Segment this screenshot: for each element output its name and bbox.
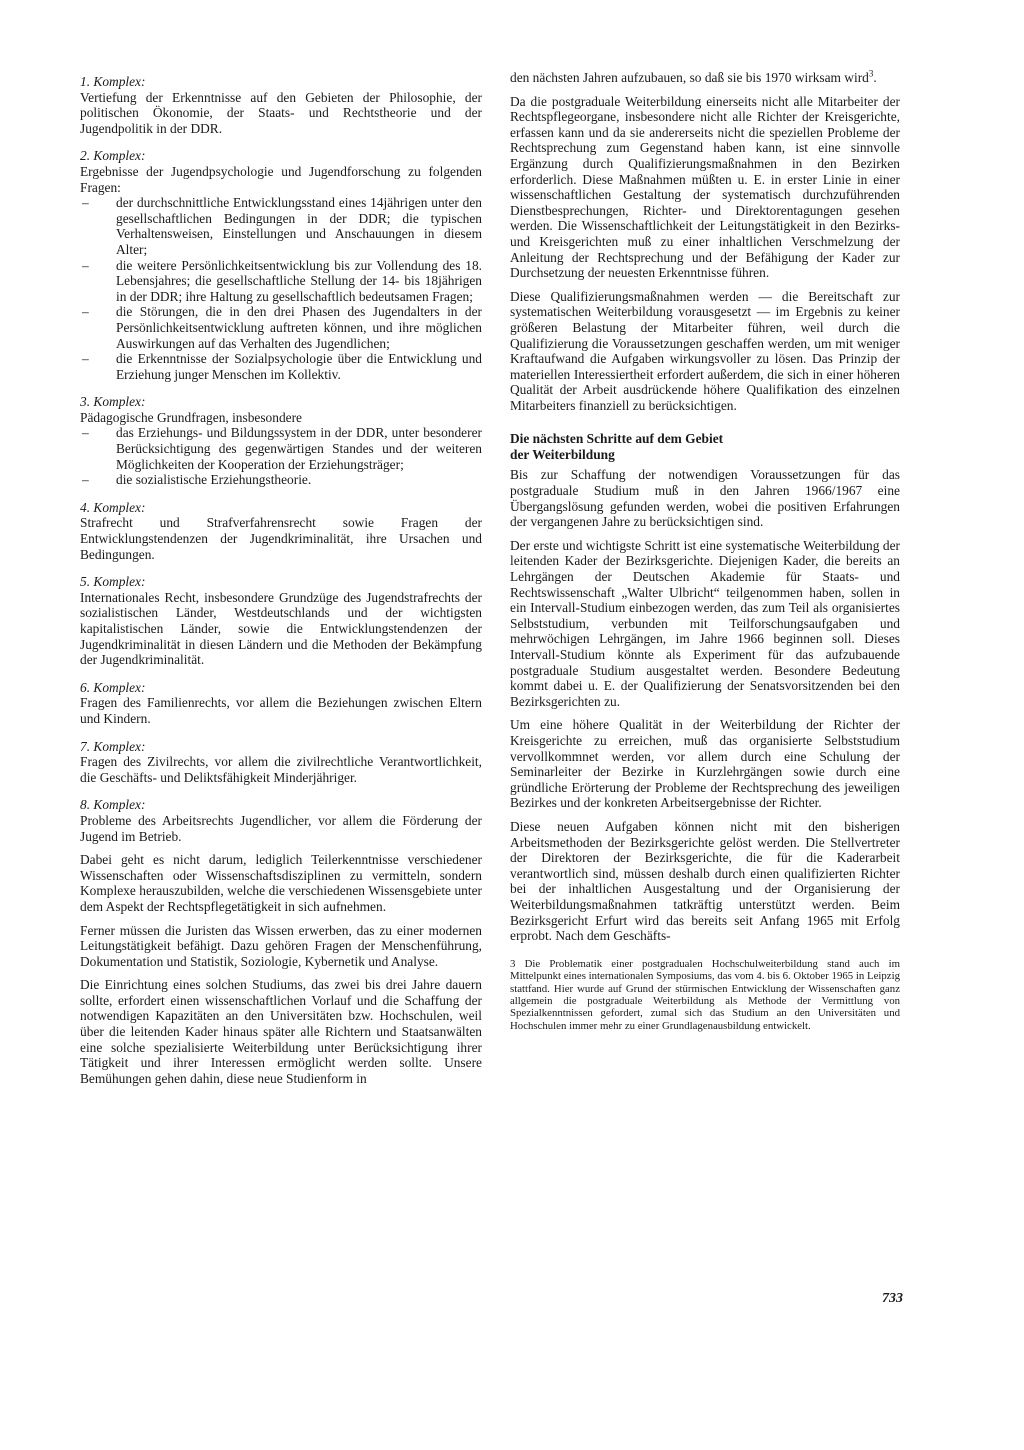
komplex-4: [80, 500, 482, 562]
komplex-text: Fragen des Zivilrechts, vor allem die zivilrechtliche Verantwortlichkeit, die Geschäfts- und Deliktsfähigkeit Minderjähriger.: [80, 754, 482, 785]
dash-bullet: –: [82, 472, 89, 488]
komplex-heading: 7. Komplex:: [80, 738, 146, 754]
komplex-text: Vertiefung der Erkenntnisse auf den Gebieten der Philosophie, der politischen Ökonomie, der Staats- und Rechtstheorie und der Jugendpolitik in der DDR.: [80, 89, 482, 136]
left-column: [80, 74, 482, 1094]
list-item: – die Störungen, die in den drei Phasen des Jugendalters in der Persönlichkeitsentwicklung auftreten können, und ihre möglichen Auswirkungen auf das Verhalten des Jugendlichen;: [82, 304, 482, 351]
komplex-text: Probleme des Arbeitsrechts Jugendlicher, vor allem die Förderung der Jugend im Betrieb.: [80, 812, 482, 844]
body-paragraph: Die Einrichtung eines solchen Studiums, das zwei bis drei Jahre dauern sollte, erfordert einen wissenschaftlichen Vorlauf und die Schaffung der notwendigen Kapazitäten an den Universitäten bzw. Hochschulen, weil über die leitenden Kader hinaus später alle Richtern und Staatsanwälten eine solche spezialisierte Weiterbildung unter Berücksichtigung ihrer Tätigkeit und ihrer Interessen ermöglicht werden sollte. Unsere Bemühungen gehen dahin, diese neue Studienform in: [80, 977, 482, 1086]
page-number: 733: [882, 1291, 903, 1306]
right-column: [510, 70, 900, 1043]
komplex-list: [80, 425, 482, 487]
komplex-text: Fragen des Familienrechts, vor allem die Beziehungen zwischen Eltern und Kindern.: [80, 695, 482, 726]
komplex-3: [80, 394, 482, 488]
komplex-heading: 5. Komplex:: [80, 574, 146, 590]
komplex-heading: 8. Komplex:: [80, 797, 146, 813]
komplex-heading: 3. Komplex:: [80, 394, 146, 410]
komplex-heading: 2. Komplex:: [80, 148, 146, 164]
komplex-heading: 4. Komplex:: [80, 499, 146, 515]
body-paragraph: Ferner müssen die Juristen das Wissen erwerben, das zu einer modernen Leitungstätigkeit befähigt. Dazu gehören Fragen der Menschenführung, Dokumentation und Statistik, Soziologie, Kybernetik und Analyse.: [80, 922, 482, 969]
komplex-8: [80, 797, 482, 844]
dash-bullet: –: [82, 195, 89, 211]
body-paragraph: Da die postgraduale Weiterbildung einerseits nicht alle Mitarbeiter der Rechtspflegeorgane, insbesondere nicht alle Richter der Kreisgerichte, erfassen kann und da sie andererseits nicht die speziellen Probleme der Rechtsprechung zum Gegenstand haben kann, ist eine sinnvolle Ergänzung durch Qualifizierungsmaßnahmen in den Bezirken erforderlich. Diese Maßnahmen müßten u. E. in erster Linie in einer wissenschaftlichen Gestaltung der systematisch durchzuführenden Dienstbesprechungen, Richter- und Direktorentagungen gesehen werden. Die Wissenschaftlichkeit der Leitungstätigkeit in den Bezirks- und Kreisgerichten muß zu einer inhaltlichen Verschmelzung der Anleitung der Rechtsprechung und der Befähigung der Kader zur Durchsetzung der neuesten Erkenntnisse führen.: [510, 93, 900, 281]
komplex-7: [80, 739, 482, 786]
komplex-text: Pädagogische Grundfragen, insbesondere: [80, 409, 302, 425]
komplex-5: [80, 574, 482, 668]
dash-bullet: –: [82, 257, 89, 273]
body-paragraph: Dabei geht es nicht darum, lediglich Teilerkenntnisse verschiedener Wissenschaften oder Wissenschaftsdisziplinen zu vermitteln, sondern Komplexe herauszubilden, welche die verschiedenen Wissensgebiete unter dem Aspekt der Rechtspflegetätigkeit in sich aufnehmen.: [80, 852, 482, 914]
body-paragraph: Diese Qualifizierungsmaßnahmen werden — die Bereitschaft zur systematischen Weiterbildung vorausgesetzt — im Ergebnis zu keiner größeren Belastung der Mitarbeiter führen, weil durch die Qualifizierung die Voraussetzungen geschaffen werden, um mit weniger Kraftaufwand die Aufgaben wirkungsvoller zu lösen. Das Prinzip der materiellen Interessiertheit erfordert außerdem, die sich in einer höheren Qualität der Arbeit ausdrückende höhere Qualifikation des einzelnen Mitarbeiters finanziell zu berücksichtigen.: [510, 288, 900, 413]
komplex-heading: 1. Komplex:: [80, 74, 146, 89]
komplex-heading: 6. Komplex:: [80, 679, 146, 695]
body-paragraph: Bis zur Schaffung der notwendigen Voraussetzungen für das postgraduale Studium muß in den Jahren 1966/1967 eine Übergangslösung gefunden werden, wobei die positiven Erfahrungen der vergangenen Jahre zu berücksichtigen sind.: [510, 467, 900, 530]
komplex-2: [80, 148, 482, 382]
dash-bullet: –: [82, 304, 89, 320]
footnote-ref: 3: [868, 68, 874, 79]
komplex-list: [80, 195, 482, 382]
list-item: – die sozialistische Erziehungstheorie.: [82, 472, 312, 488]
footnote: 3 Die Problematik einer postgradualen Hochschulweiterbildung stand auch im Mittelpunkt eines internationalen Symposiums, das vom 4. bis 6. Oktober 1965 in Leipzig stattfand. Hier wurde auf Grund der stürmischen Entwicklung der Wissenschaften ganz allgemein die postgraduale Weiterbildung als Methode der Vermittlung von Spezialkenntnissen gefordert, zumal sich das Studium an den Universitäten und Hochschulen immer mehr zu einer Grundlagenausbildung entwickelt.: [510, 957, 900, 1032]
komplex-6: [80, 680, 482, 727]
list-item: – der durchschnittliche Entwicklungsstand eines 14jährigen unter den gesellschaftlichen Bedingungen in der DDR; die typischen Verhaltensweisen, Einstellungen und Anschauungen in diesem Alter;: [82, 195, 482, 257]
komplex-1: [80, 74, 482, 136]
dash-bullet: –: [82, 425, 89, 441]
dash-bullet: –: [82, 351, 89, 367]
list-item: – die Erkenntnisse der Sozialpsychologie über die Entwicklung und Erziehung junger Menschen im Kollektiv.: [82, 351, 482, 382]
list-item: – die weitere Persönlichkeitsentwicklung bis zur Vollendung des 18. Lebensjahres; die gesellschaftliche Stellung der 14- bis 18jährigen in der DDR; ihre Haltung zu gesellschaftlich bedeutsamen Fragen;: [82, 257, 482, 304]
komplex-text: Internationales Recht, insbesondere Grundzüge des Jugendstrafrechts der sozialistischen Länder, Westdeutschlands und der wichtigsten kapitalistischen Länder, sowie die Entwicklungstendenzen der Jugendkriminalität in diesen Ländern und die Methoden der Bekämpfung der Jugendkriminalität.: [80, 589, 482, 668]
list-item: – das Erziehungs- und Bildungssystem in der DDR, unter besonderer Berücksichtigung des gegenwärtigen Standes und der weiteren Möglichkeiten der Kooperation der Erziehungsträger;: [82, 425, 482, 472]
body-paragraph: Um eine höhere Qualität in der Weiterbildung der Richter der Kreisgerichte zu erreichen, muß das organisierte Selbststudium vervollkommnet werden, vor allem durch eine Schulung der Seminarleiter der Bezirke in Kurzlehrgängen sowie durch eine gründliche Erörterung der Probleme der Rechtsprechung des jeweiligen Bezirkes und der konkreten Arbeitsergebnisse der Richter.: [510, 717, 900, 811]
body-paragraph: Der erste und wichtigste Schritt ist eine systematische Weiterbildung der leitenden Kader der Bezirksgerichte. Diejenigen Kader, die bereits an Lehrgängen der Deutschen Akademie für Staats- und Rechtswissenschaft „Walter Ulbricht“ teilgenommen haben, sollen in ein Intervall-Studium einbezogen werden, das zum Teil als organisiertes Selbststudium, verbunden mit Teilforschungsaufgaben und mehrwöchigen Lehrgängen, im Jahre 1966 beginnen soll. Dieses Intervall-Studium könnte als Experiment für das aufzubauende postgraduale Studium ausgestaltet werden. Besondere Bedeutung kommt dabei u. E. der Qualifizierung der Senatsvorsitzenden bei den Bezirksgerichten zu.: [510, 537, 900, 709]
body-paragraph: Diese neuen Aufgaben können nicht mit den bisherigen Arbeitsmethoden der Bezirksgerichte gelöst werden. Die Stellvertreter der Direktoren der Bezirksgerichte, die für die Kaderarbeit verantwortlich sind, müssen deshalb durch einen qualifizierten Richter bei der inhaltlichen Ausgestaltung und der Organisierung der Weiterbildungsmaßnahmen tatkräftig unterstützt werden. Beim Bezirksgericht Erfurt wird das bereits seit Anfang 1965 mit Erfolg erprobt. Nach dem Geschäfts-: [510, 818, 900, 944]
komplex-text: Strafrecht und Strafverfahrensrecht sowie Fragen der Entwicklungstendenzen der Jugendkriminalität, ihre Ursachen und Bedingungen.: [80, 515, 482, 562]
body-paragraph: den nächsten Jahren aufzubauen, so daß sie bis 1970 wirksam wird$^3$.: [510, 68, 877, 85]
komplex-text: Ergebnisse der Jugendpsychologie und Jugendforschung zu folgenden Fragen:: [80, 163, 482, 195]
section-heading: Die nächsten Schritte auf dem Gebiet der Weiterbildung: [510, 431, 724, 463]
